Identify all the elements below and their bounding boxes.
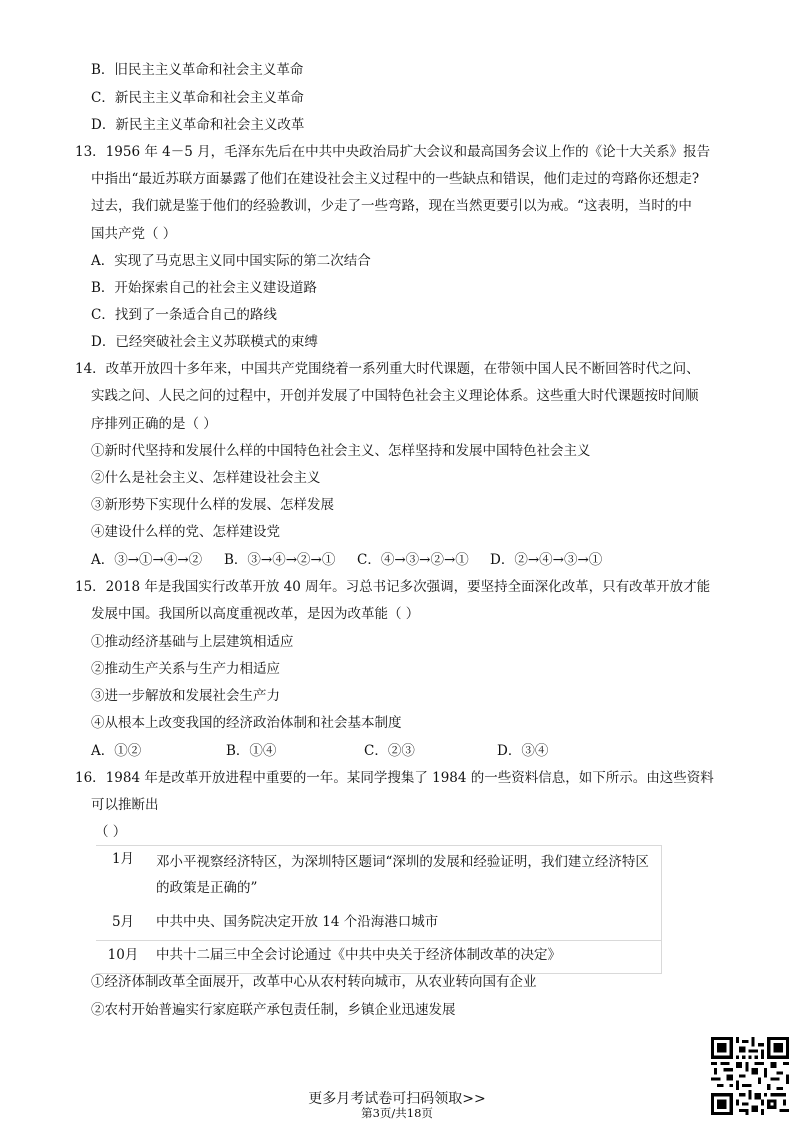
table-cell-month: 5月 bbox=[111, 914, 135, 930]
q14-item-1: ①新时代坚持和发展什么样的中国特色社会主义、怎样坚持和发展中国特色社会主义 bbox=[91, 443, 591, 459]
q15-item-1: ①推动经济基础与上层建筑相适应 bbox=[91, 634, 294, 650]
q16-answer-paren: （ ） bbox=[95, 824, 127, 840]
q14-stem-line-3: 序排列正确的是（ ） bbox=[91, 416, 217, 432]
q14-option-d: D．②→④→③→① bbox=[490, 552, 603, 568]
q16-stem-line-1: 16．1984 年是改革开放进程中重要的一年。某同学搜集了 1984 的一些资料信息，如下所示。由这些资料 bbox=[75, 770, 714, 786]
table-cell-month: 1月 bbox=[96, 846, 150, 905]
q15-stem-line-2: 发展中国。我国所以高度重视改革，是因为改革能（ ） bbox=[91, 606, 420, 622]
q14-option-c: C．④→③→②→① bbox=[357, 552, 469, 568]
q14-item-4: ④建设什么样的党、怎样建设党 bbox=[91, 524, 280, 540]
q14-stem-line-1: 14．改革开放四十多年来，中国共产党围绕着一系列重大时代课题，在带领中国人民不断回答时代之问、 bbox=[75, 361, 700, 377]
q15-option-a: A．①② bbox=[91, 743, 142, 759]
q13-option-c: C．找到了一条适合自己的路线 bbox=[91, 307, 277, 323]
q16-item-1: ①经济体制改革全面展开，改革中心从农村转向城市，从农业转向国有企业 bbox=[91, 974, 537, 990]
q13-stem-line-1: 13．1956 年 4－5 月，毛泽东先后在中共中央政治局扩大会议和最高国务会议上作的《论十大关系》报告 bbox=[75, 144, 711, 160]
q14-options-row bbox=[91, 551, 602, 569]
q15-option-c: C．②③ bbox=[364, 743, 415, 759]
footer-promo-text: 更多月考试卷可扫码领取>> bbox=[308, 1091, 486, 1107]
q14-option-a: A．③→①→④→② bbox=[91, 552, 203, 568]
table-row bbox=[96, 941, 662, 974]
q12-option-b: B．旧民主主义革命和社会主义革命 bbox=[91, 62, 304, 78]
q13-option-d: D．已经突破社会主义苏联模式的束缚 bbox=[91, 334, 318, 350]
q15-item-2: ②推动生产关系与生产力相适应 bbox=[91, 661, 280, 677]
q13-option-b: B．开始探索自己的社会主义建设道路 bbox=[91, 280, 317, 296]
q15-option-d: D．③④ bbox=[497, 743, 549, 759]
q15-stem-line-1: 15．2018 年是我国实行改革开放 40 周年。习总书记多次强调，要坚持全面深化改革，只有改革开放才能 bbox=[75, 579, 711, 595]
table-cell-month: 10月 bbox=[96, 941, 150, 974]
table-row bbox=[96, 846, 662, 905]
q16-info-table bbox=[96, 845, 662, 974]
table-cell-event: 中共中央、国务院决定开放 14 个沿海港口城市 bbox=[156, 914, 439, 930]
q13-stem-line-4: 国共产党（ ） bbox=[91, 226, 177, 242]
q13-stem-line-3: 过去，我们就是鉴于他们的经验教训，少走了一些弯路，现在当然更要引以为戒。“这表明，当时的中 bbox=[91, 198, 692, 214]
q12-option-d: D．新民主主义革命和社会主义改革 bbox=[91, 117, 305, 133]
q15-item-3: ③进一步解放和发展社会生产力 bbox=[91, 688, 280, 704]
q16-item-2: ②农村开始普遍实行家庭联产承包责任制，乡镇企业迅速发展 bbox=[91, 1002, 456, 1018]
q14-option-b: B．③→④→②→① bbox=[224, 552, 336, 568]
q14-item-3: ③新形势下实现什么样的发展、怎样发展 bbox=[91, 497, 334, 513]
q13-stem-line-2: 中指出“最近苏联方面暴露了他们在建设社会主义过程中的一些缺点和错误，他们走过的弯路你还想走? bbox=[91, 171, 700, 187]
q14-item-2: ②什么是社会主义、怎样建设社会主义 bbox=[91, 470, 321, 486]
table-row bbox=[96, 904, 662, 941]
q15-option-b: B．①④ bbox=[226, 743, 277, 759]
q15-item-4: ④从根本上改变我国的经济政治体制和社会基本制度 bbox=[91, 715, 402, 731]
q13-option-a: A．实现了马克思主义同中国实际的第二次结合 bbox=[91, 253, 371, 269]
q14-stem-line-2: 实践之问、人民之问的过程中，开创并发展了中国特色社会主义理论体系。这些重大时代课题按时间顺 bbox=[91, 388, 699, 404]
q15-options-row bbox=[91, 742, 548, 760]
q16-stem-line-2: 可以推断出 bbox=[91, 797, 159, 813]
table-cell-event: 邓小平视察经济特区，为深圳特区题词“深圳的发展和经验证明，我们建立经济特区的政策是正确的” bbox=[150, 846, 662, 905]
page-number: 第3页/共18页 bbox=[361, 1106, 433, 1120]
table-cell-event: 中共十二届三中全会讨论通过《中共中央关于经济体制改革的决定》 bbox=[150, 941, 662, 974]
q12-option-c: C．新民主主义革命和社会主义革命 bbox=[91, 90, 304, 106]
